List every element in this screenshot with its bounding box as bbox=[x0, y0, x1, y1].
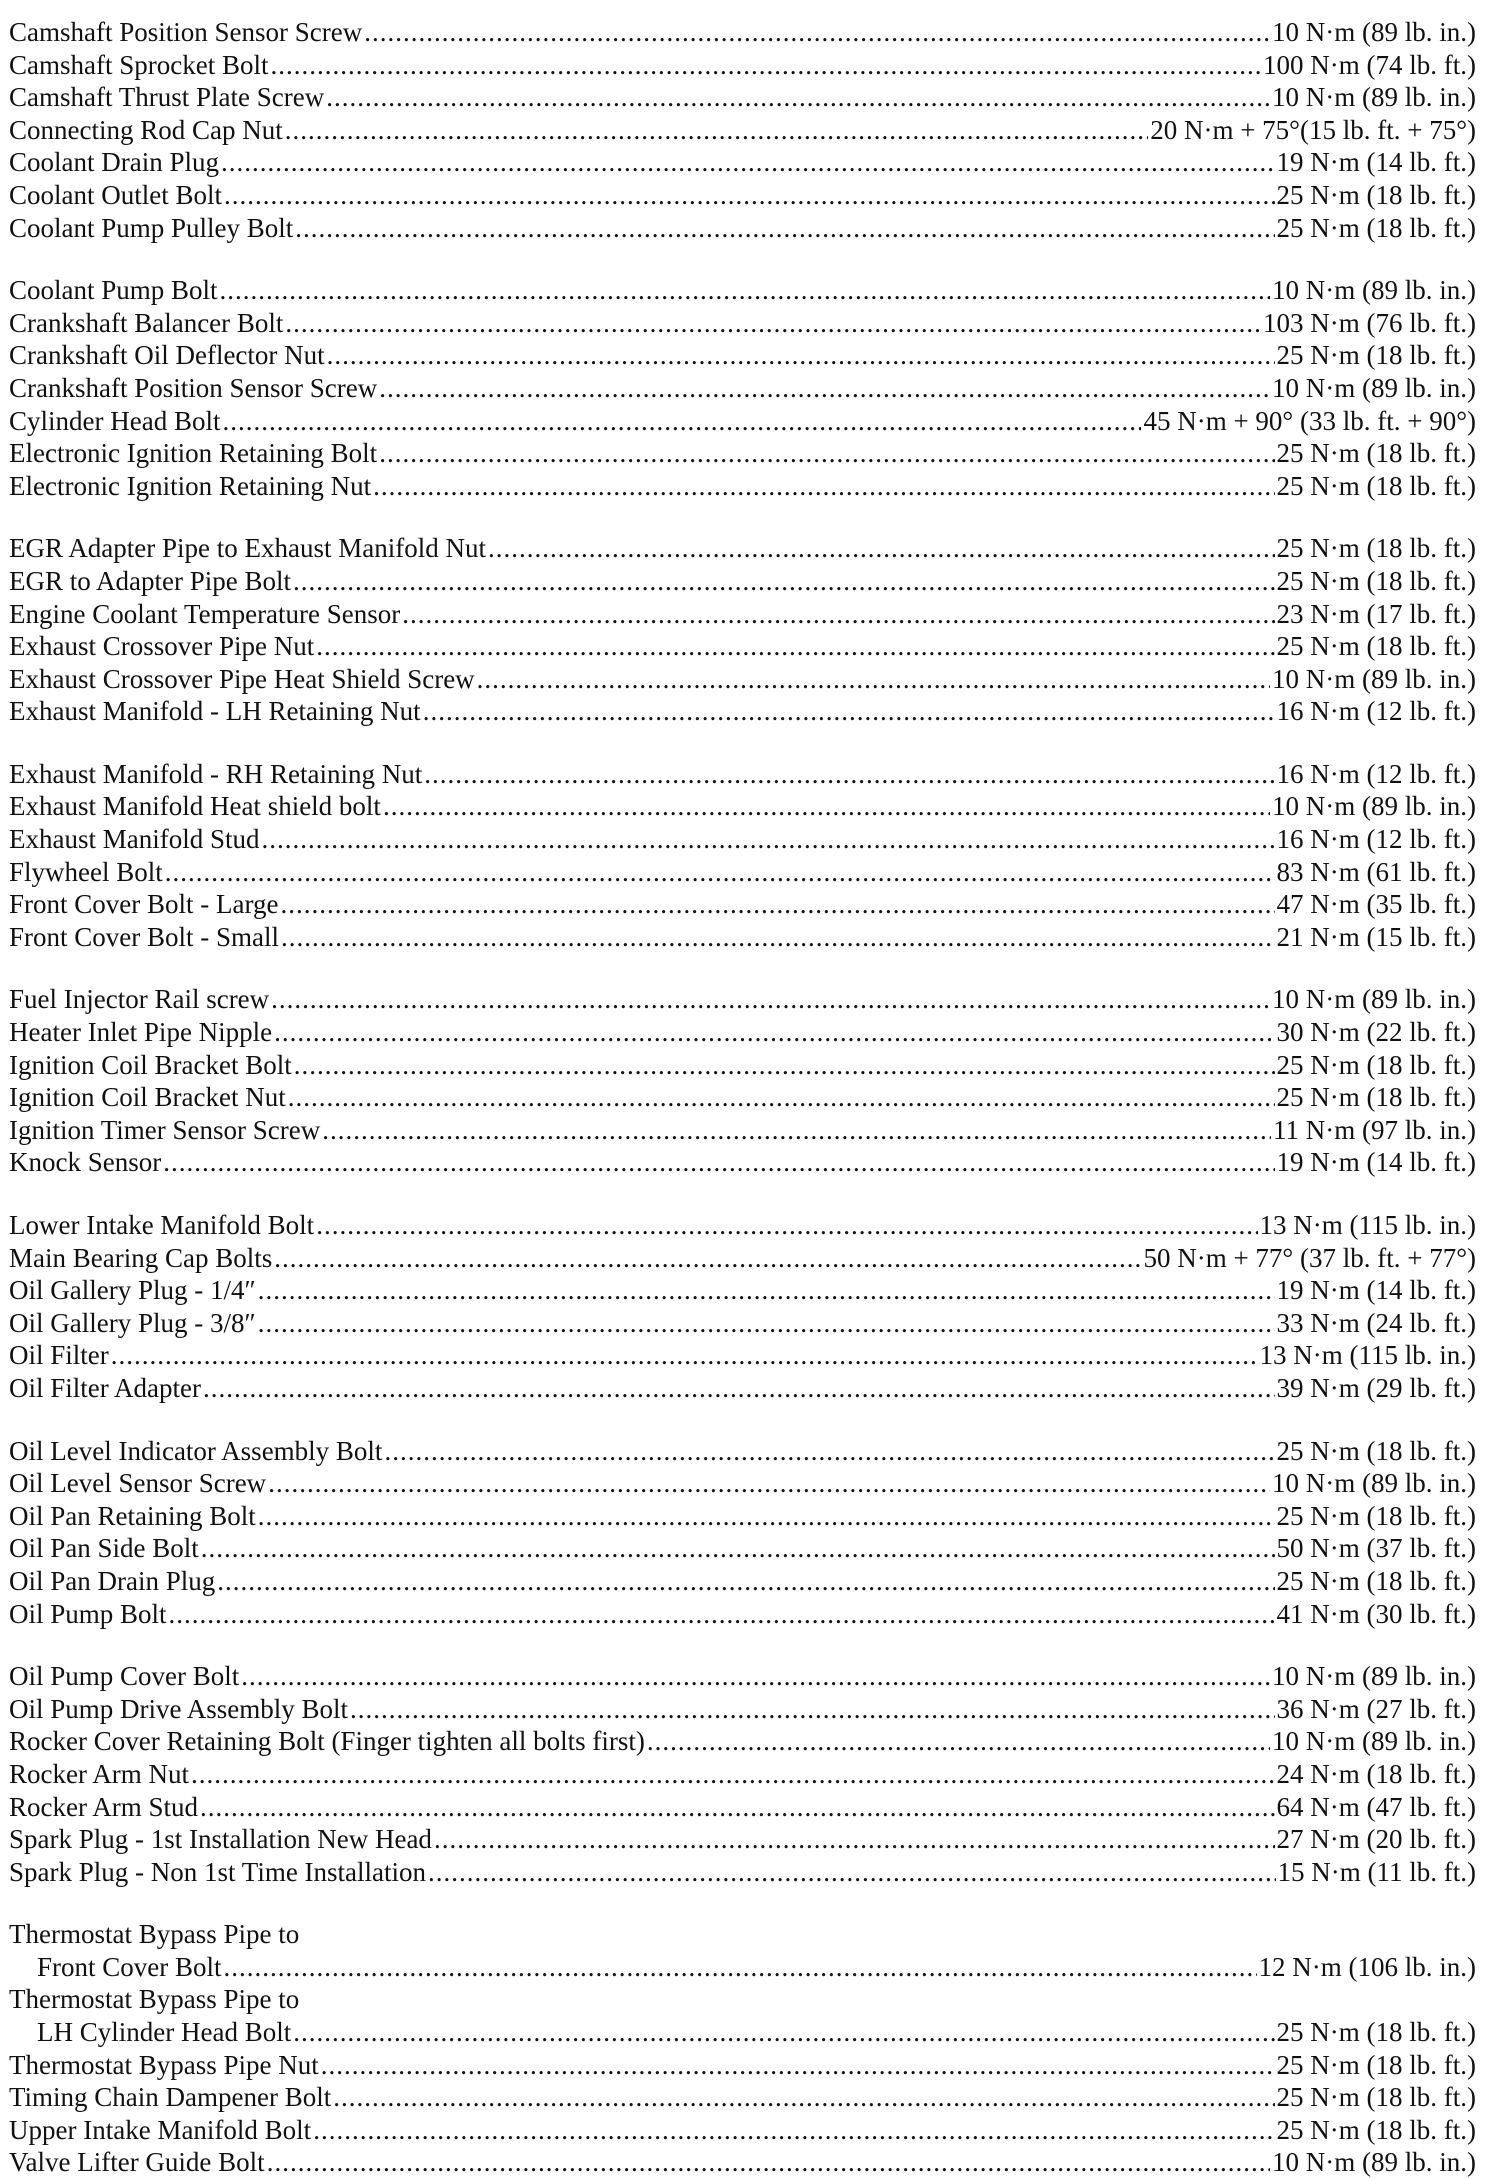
spec-label: Connecting Rod Cap Nut bbox=[9, 114, 283, 145]
dot-leader bbox=[379, 372, 1270, 405]
spec-row bbox=[9, 1660, 1476, 1693]
spec-value: 100 N·m (74 lb. ft.) bbox=[1263, 49, 1476, 80]
spec-row bbox=[9, 1307, 1476, 1340]
spec-value: 41 N·m (30 lb. ft.) bbox=[1276, 1598, 1476, 1629]
spec-value: 10 N·m (89 lb. in.) bbox=[1272, 791, 1476, 822]
dot-leader bbox=[224, 1951, 1257, 1984]
spec-group bbox=[9, 1435, 1476, 1631]
spec-row bbox=[9, 1049, 1476, 1082]
spec-label: Oil Gallery Plug - 3/8″ bbox=[9, 1307, 256, 1338]
spec-row bbox=[9, 1856, 1476, 1889]
spec-row bbox=[9, 81, 1476, 114]
spec-row bbox=[9, 2049, 1476, 2082]
spec-label: Thermostat Bypass Pipe Nut bbox=[9, 2049, 319, 2080]
dot-leader bbox=[241, 1660, 1270, 1693]
spec-row bbox=[9, 1081, 1476, 1114]
spec-label: Ignition Coil Bracket Bolt bbox=[9, 1049, 292, 1080]
spec-label: EGR Adapter Pipe to Exhaust Manifold Nut bbox=[9, 533, 486, 564]
spec-label: Oil Level Sensor Screw bbox=[9, 1468, 267, 1499]
spec-value: 19 N·m (14 lb. ft.) bbox=[1276, 1275, 1476, 1306]
spec-row bbox=[9, 1758, 1476, 1791]
spec-value: 36 N·m (27 lb. ft.) bbox=[1276, 1693, 1476, 1724]
spec-value: 25 N·m (18 lb. ft.) bbox=[1276, 1435, 1476, 1466]
dot-leader bbox=[285, 307, 1261, 340]
spec-label: Coolant Drain Plug bbox=[9, 147, 219, 178]
spec-value: 25 N·m (18 lb. ft.) bbox=[1276, 2114, 1476, 2145]
spec-value: 23 N·m (17 lb. ft.) bbox=[1276, 598, 1476, 629]
spec-row bbox=[9, 2114, 1476, 2147]
spec-row bbox=[9, 212, 1476, 245]
spec-label: Front Cover Bolt - Large bbox=[9, 889, 279, 920]
dot-leader bbox=[294, 1049, 1275, 1082]
dot-leader bbox=[477, 663, 1270, 696]
dot-leader bbox=[201, 1532, 1275, 1565]
spec-row bbox=[9, 16, 1476, 49]
spec-label: Valve Lifter Guide Bolt bbox=[9, 2147, 265, 2178]
spec-value: 25 N·m (18 lb. ft.) bbox=[1276, 212, 1476, 243]
spec-row bbox=[9, 921, 1476, 954]
spec-row bbox=[9, 1565, 1476, 1598]
spec-label: Rocker Cover Retaining Bolt (Finger tighten all bolts first) bbox=[9, 1726, 645, 1757]
spec-group bbox=[9, 983, 1476, 1179]
dot-leader bbox=[270, 49, 1261, 82]
spec-value: 11 N·m (97 lb. in.) bbox=[1273, 1114, 1476, 1145]
dot-leader bbox=[293, 565, 1275, 598]
spec-label: Exhaust Crossover Pipe Nut bbox=[9, 631, 315, 662]
spec-row bbox=[9, 1339, 1476, 1372]
spec-value: 33 N·m (24 lb. ft.) bbox=[1276, 1307, 1476, 1338]
spec-label: Oil Pan Retaining Bolt bbox=[9, 1500, 256, 1531]
spec-label: Front Cover Bolt - Small bbox=[9, 921, 279, 952]
dot-leader bbox=[424, 758, 1274, 791]
dot-leader bbox=[488, 532, 1275, 565]
spec-row bbox=[9, 1823, 1476, 1856]
spec-row bbox=[9, 1242, 1476, 1275]
spec-group bbox=[9, 532, 1476, 728]
dot-leader bbox=[373, 470, 1274, 503]
spec-label: Electronic Ignition Retaining Bolt bbox=[9, 438, 378, 469]
dot-leader bbox=[163, 1146, 1274, 1179]
spec-label: Camshaft Position Sensor Screw bbox=[9, 17, 363, 47]
spec-group bbox=[9, 1660, 1476, 1888]
spec-row bbox=[9, 983, 1476, 1016]
dot-leader bbox=[281, 921, 1275, 954]
dot-leader bbox=[165, 856, 1275, 889]
spec-value: 19 N·m (14 lb. ft.) bbox=[1276, 1147, 1476, 1178]
spec-row bbox=[9, 114, 1476, 147]
spec-value: 10 N·m (89 lb. in.) bbox=[1272, 2147, 1476, 2178]
spec-label: Oil Pan Drain Plug bbox=[9, 1565, 216, 1596]
spec-label: Spark Plug - 1st Installation New Head bbox=[9, 1824, 432, 1855]
spec-label: Camshaft Sprocket Bolt bbox=[9, 49, 269, 80]
spec-value: 50 N·m (37 lb. ft.) bbox=[1276, 1533, 1476, 1564]
spec-label: Ignition Coil Bracket Nut bbox=[9, 1082, 286, 1113]
dot-leader bbox=[280, 888, 1274, 921]
dot-leader bbox=[383, 790, 1270, 823]
dot-leader bbox=[313, 2114, 1274, 2147]
spec-value: 25 N·m (18 lb. ft.) bbox=[1276, 2049, 1476, 2080]
spec-value: 13 N·m (115 lb. in.) bbox=[1259, 1340, 1476, 1371]
spec-value: 47 N·m (35 lb. ft.) bbox=[1276, 889, 1476, 920]
spec-label: Oil Pump Cover Bolt bbox=[9, 1661, 240, 1692]
spec-group bbox=[9, 1209, 1476, 1405]
spec-value: 16 N·m (12 lb. ft.) bbox=[1276, 696, 1476, 727]
spec-row bbox=[9, 1467, 1476, 1500]
dot-leader bbox=[322, 1114, 1271, 1147]
spec-row bbox=[9, 2016, 1476, 2049]
spec-value: 16 N·m (12 lb. ft.) bbox=[1276, 824, 1476, 855]
spec-label: Crankshaft Oil Deflector Nut bbox=[9, 340, 325, 371]
spec-row bbox=[9, 1209, 1476, 1242]
spec-row bbox=[9, 274, 1476, 307]
spec-value: 10 N·m (89 lb. in.) bbox=[1272, 82, 1476, 113]
dot-leader bbox=[169, 1598, 1275, 1631]
spec-row bbox=[9, 405, 1476, 438]
spec-value: 25 N·m (18 lb. ft.) bbox=[1276, 631, 1476, 662]
spec-row bbox=[9, 790, 1476, 823]
spec-label: Exhaust Crossover Pipe Heat Shield Screw bbox=[9, 663, 475, 694]
spec-label: EGR to Adapter Pipe Bolt bbox=[9, 565, 291, 596]
spec-group bbox=[9, 1918, 1476, 2179]
spec-row bbox=[9, 2081, 1476, 2114]
spec-label: Oil Gallery Plug - 1/4″ bbox=[9, 1275, 256, 1306]
spec-value: 10 N·m (89 lb. in.) bbox=[1272, 1726, 1476, 1757]
dot-leader bbox=[364, 16, 1270, 49]
dot-leader bbox=[224, 179, 1275, 212]
spec-row bbox=[9, 823, 1476, 856]
spec-label: Exhaust Manifold - RH Retaining Nut bbox=[9, 758, 423, 789]
spec-value: 25 N·m (18 lb. ft.) bbox=[1276, 1500, 1476, 1531]
spec-value: 21 N·m (15 lb. ft.) bbox=[1276, 921, 1476, 952]
spec-label: Electronic Ignition Retaining Nut bbox=[9, 470, 372, 501]
spec-row bbox=[9, 888, 1476, 921]
dot-leader bbox=[321, 2049, 1275, 2082]
spec-row bbox=[9, 758, 1476, 791]
dot-leader bbox=[647, 1725, 1270, 1758]
dot-leader bbox=[274, 1016, 1274, 1049]
spec-value: 103 N·m (76 lb. ft.) bbox=[1263, 307, 1476, 338]
spec-value: 10 N·m (89 lb. in.) bbox=[1272, 275, 1476, 306]
dot-leader bbox=[434, 1823, 1275, 1856]
dot-leader bbox=[203, 1372, 1275, 1405]
dot-leader bbox=[379, 437, 1274, 470]
spec-value: 25 N·m (18 lb. ft.) bbox=[1276, 1565, 1476, 1596]
spec-value: 25 N·m (18 lb. ft.) bbox=[1276, 565, 1476, 596]
spec-label: Main Bearing Cap Bolts bbox=[9, 1242, 273, 1273]
spec-row bbox=[9, 1016, 1476, 1049]
spec-value: 10 N·m (89 lb. in.) bbox=[1272, 372, 1476, 403]
spec-label: Rocker Arm Stud bbox=[9, 1791, 198, 1822]
spec-row bbox=[9, 470, 1476, 503]
spec-row bbox=[9, 1693, 1476, 1726]
spec-row bbox=[9, 1114, 1476, 1147]
spec-label: Exhaust Manifold Stud bbox=[9, 824, 260, 855]
dot-leader bbox=[271, 983, 1270, 1016]
spec-label: Knock Sensor bbox=[9, 1147, 162, 1178]
dot-leader bbox=[402, 598, 1274, 631]
dot-leader bbox=[258, 1274, 1275, 1307]
spec-label: Rocker Arm Nut bbox=[9, 1758, 189, 1789]
dot-leader bbox=[268, 1467, 1270, 1500]
spec-group bbox=[9, 274, 1476, 502]
spec-label: Engine Coolant Temperature Sensor bbox=[9, 598, 401, 629]
spec-label: Oil Pump Drive Assembly Bolt bbox=[9, 1693, 349, 1724]
spec-value: 24 N·m (18 lb. ft.) bbox=[1276, 1758, 1476, 1789]
spec-label: Timing Chain Dampener Bolt bbox=[9, 2082, 332, 2113]
dot-leader bbox=[423, 695, 1275, 728]
spec-row bbox=[9, 1274, 1476, 1307]
spec-row bbox=[9, 2146, 1476, 2179]
spec-value: 19 N·m (14 lb. ft.) bbox=[1276, 147, 1476, 178]
spec-value: 39 N·m (29 lb. ft.) bbox=[1276, 1372, 1476, 1403]
spec-value: 20 N·m + 75°(15 lb. ft. + 75°) bbox=[1150, 114, 1476, 145]
dot-leader bbox=[111, 1339, 1258, 1372]
spec-label: Ignition Timer Sensor Screw bbox=[9, 1114, 321, 1145]
spec-row bbox=[9, 146, 1476, 179]
spec-value: 25 N·m (18 lb. ft.) bbox=[1276, 2082, 1476, 2113]
dot-leader bbox=[327, 339, 1275, 372]
spec-row bbox=[9, 695, 1476, 728]
spec-value: 83 N·m (61 lb. ft.) bbox=[1276, 856, 1476, 887]
spec-value: 27 N·m (20 lb. ft.) bbox=[1276, 1824, 1476, 1855]
spec-group bbox=[9, 16, 1476, 244]
dot-leader bbox=[267, 2146, 1270, 2179]
spec-row bbox=[9, 307, 1476, 340]
dot-leader bbox=[221, 146, 1275, 179]
spec-row bbox=[9, 1951, 1476, 1984]
spec-value: 25 N·m (18 lb. ft.) bbox=[1276, 179, 1476, 210]
dot-leader bbox=[295, 212, 1274, 245]
spec-label: Oil Filter bbox=[9, 1340, 109, 1371]
spec-label: Oil Pump Bolt bbox=[9, 1598, 167, 1629]
spec-value: 10 N·m (89 lb. in.) bbox=[1272, 663, 1476, 694]
spec-value: 45 N·m + 90° (33 lb. ft. + 90°) bbox=[1143, 405, 1476, 436]
dot-leader bbox=[262, 823, 1275, 856]
spec-label: Oil Pan Side Bolt bbox=[9, 1533, 199, 1564]
spec-label: Cylinder Head Bolt bbox=[9, 405, 221, 436]
spec-row bbox=[9, 372, 1476, 405]
spec-row bbox=[9, 1598, 1476, 1631]
spec-row bbox=[9, 1500, 1476, 1533]
spec-value: 25 N·m (18 lb. ft.) bbox=[1276, 2017, 1476, 2048]
spec-label: Flywheel Bolt bbox=[9, 856, 163, 887]
spec-label: Crankshaft Balancer Bolt bbox=[9, 307, 284, 338]
spec-value: 12 N·m (106 lb. in.) bbox=[1258, 1951, 1476, 1982]
spec-value: 30 N·m (22 lb. ft.) bbox=[1276, 1017, 1476, 1048]
spec-value: 16 N·m (12 lb. ft.) bbox=[1276, 758, 1476, 789]
spec-row bbox=[9, 663, 1476, 696]
spec-label: Front Cover Bolt bbox=[37, 1951, 222, 1982]
spec-value: 25 N·m (18 lb. ft.) bbox=[1276, 1082, 1476, 1113]
spec-row bbox=[9, 179, 1476, 212]
spec-row bbox=[9, 565, 1476, 598]
dot-leader bbox=[222, 405, 1141, 438]
spec-value: 10 N·m (89 lb. in.) bbox=[1272, 1661, 1476, 1692]
spec-value: 50 N·m + 77° (37 lb. ft. + 77°) bbox=[1143, 1242, 1476, 1273]
spec-row bbox=[9, 1725, 1476, 1758]
dot-leader bbox=[350, 1693, 1275, 1726]
dot-leader bbox=[293, 2016, 1274, 2049]
spec-row bbox=[9, 856, 1476, 889]
spec-label: Coolant Pump Pulley Bolt bbox=[9, 212, 294, 243]
dot-leader bbox=[288, 1081, 1275, 1114]
spec-value: 10 N·m (89 lb. in.) bbox=[1272, 17, 1476, 47]
spec-label: Lower Intake Manifold Bolt bbox=[9, 1210, 315, 1240]
dot-leader bbox=[274, 1242, 1141, 1275]
spec-row bbox=[9, 630, 1476, 663]
spec-label: Coolant Outlet Bolt bbox=[9, 179, 222, 210]
dot-leader bbox=[316, 630, 1274, 663]
spec-label: Spark Plug - Non 1st Time Installation bbox=[9, 1856, 427, 1887]
spec-label: Crankshaft Position Sensor Screw bbox=[9, 372, 378, 403]
dot-leader bbox=[191, 1758, 1275, 1791]
spec-row bbox=[9, 1532, 1476, 1565]
spec-value: 10 N·m (89 lb. in.) bbox=[1272, 1468, 1476, 1499]
spec-value: 25 N·m (18 lb. ft.) bbox=[1276, 470, 1476, 501]
dot-leader bbox=[316, 1209, 1257, 1242]
spec-row bbox=[9, 1791, 1476, 1824]
dot-leader bbox=[258, 1307, 1275, 1340]
spec-value: 25 N·m (18 lb. ft.) bbox=[1276, 533, 1476, 564]
dot-leader bbox=[285, 114, 1148, 147]
spec-label-first-line: Thermostat Bypass Pipe to bbox=[9, 1984, 300, 2015]
spec-row bbox=[9, 49, 1476, 82]
dot-leader bbox=[200, 1791, 1275, 1824]
spec-label: Camshaft Thrust Plate Screw bbox=[9, 82, 325, 113]
spec-row bbox=[9, 1435, 1476, 1468]
spec-label: LH Cylinder Head Bolt bbox=[37, 2017, 292, 2048]
spec-row bbox=[9, 1372, 1476, 1405]
spec-value: 25 N·m (18 lb. ft.) bbox=[1276, 340, 1476, 371]
dot-leader bbox=[220, 274, 1270, 307]
spec-row bbox=[9, 1146, 1476, 1179]
spec-label: Upper Intake Manifold Bolt bbox=[9, 2114, 312, 2145]
spec-value: 10 N·m (89 lb. in.) bbox=[1272, 984, 1476, 1015]
dot-leader bbox=[217, 1565, 1274, 1598]
spec-row bbox=[9, 532, 1476, 565]
spec-label: Oil Level Indicator Assembly Bolt bbox=[9, 1435, 383, 1466]
dot-leader bbox=[333, 2081, 1274, 2114]
spec-value: 15 N·m (11 lb. ft.) bbox=[1277, 1856, 1476, 1887]
spec-group bbox=[9, 758, 1476, 954]
spec-value: 25 N·m (18 lb. ft.) bbox=[1276, 438, 1476, 469]
spec-label: Fuel Injector Rail screw bbox=[9, 984, 270, 1015]
spec-label-first-line: Thermostat Bypass Pipe to bbox=[9, 1919, 300, 1950]
spec-value: 13 N·m (115 lb. in.) bbox=[1259, 1210, 1476, 1240]
dot-leader bbox=[326, 81, 1270, 114]
spec-label: Exhaust Manifold - LH Retaining Nut bbox=[9, 696, 421, 727]
dot-leader bbox=[428, 1856, 1276, 1889]
spec-row bbox=[9, 339, 1476, 372]
spec-row bbox=[9, 598, 1476, 631]
spec-value: 64 N·m (47 lb. ft.) bbox=[1276, 1791, 1476, 1822]
spec-value: 25 N·m (18 lb. ft.) bbox=[1276, 1049, 1476, 1080]
dot-leader bbox=[258, 1500, 1275, 1533]
spec-label: Exhaust Manifold Heat shield bolt bbox=[9, 791, 381, 822]
spec-label: Coolant Pump Bolt bbox=[9, 275, 218, 306]
spec-label: Heater Inlet Pipe Nipple bbox=[9, 1017, 273, 1048]
dot-leader bbox=[384, 1435, 1274, 1468]
spec-label: Oil Filter Adapter bbox=[9, 1372, 201, 1403]
spec-row bbox=[9, 437, 1476, 470]
